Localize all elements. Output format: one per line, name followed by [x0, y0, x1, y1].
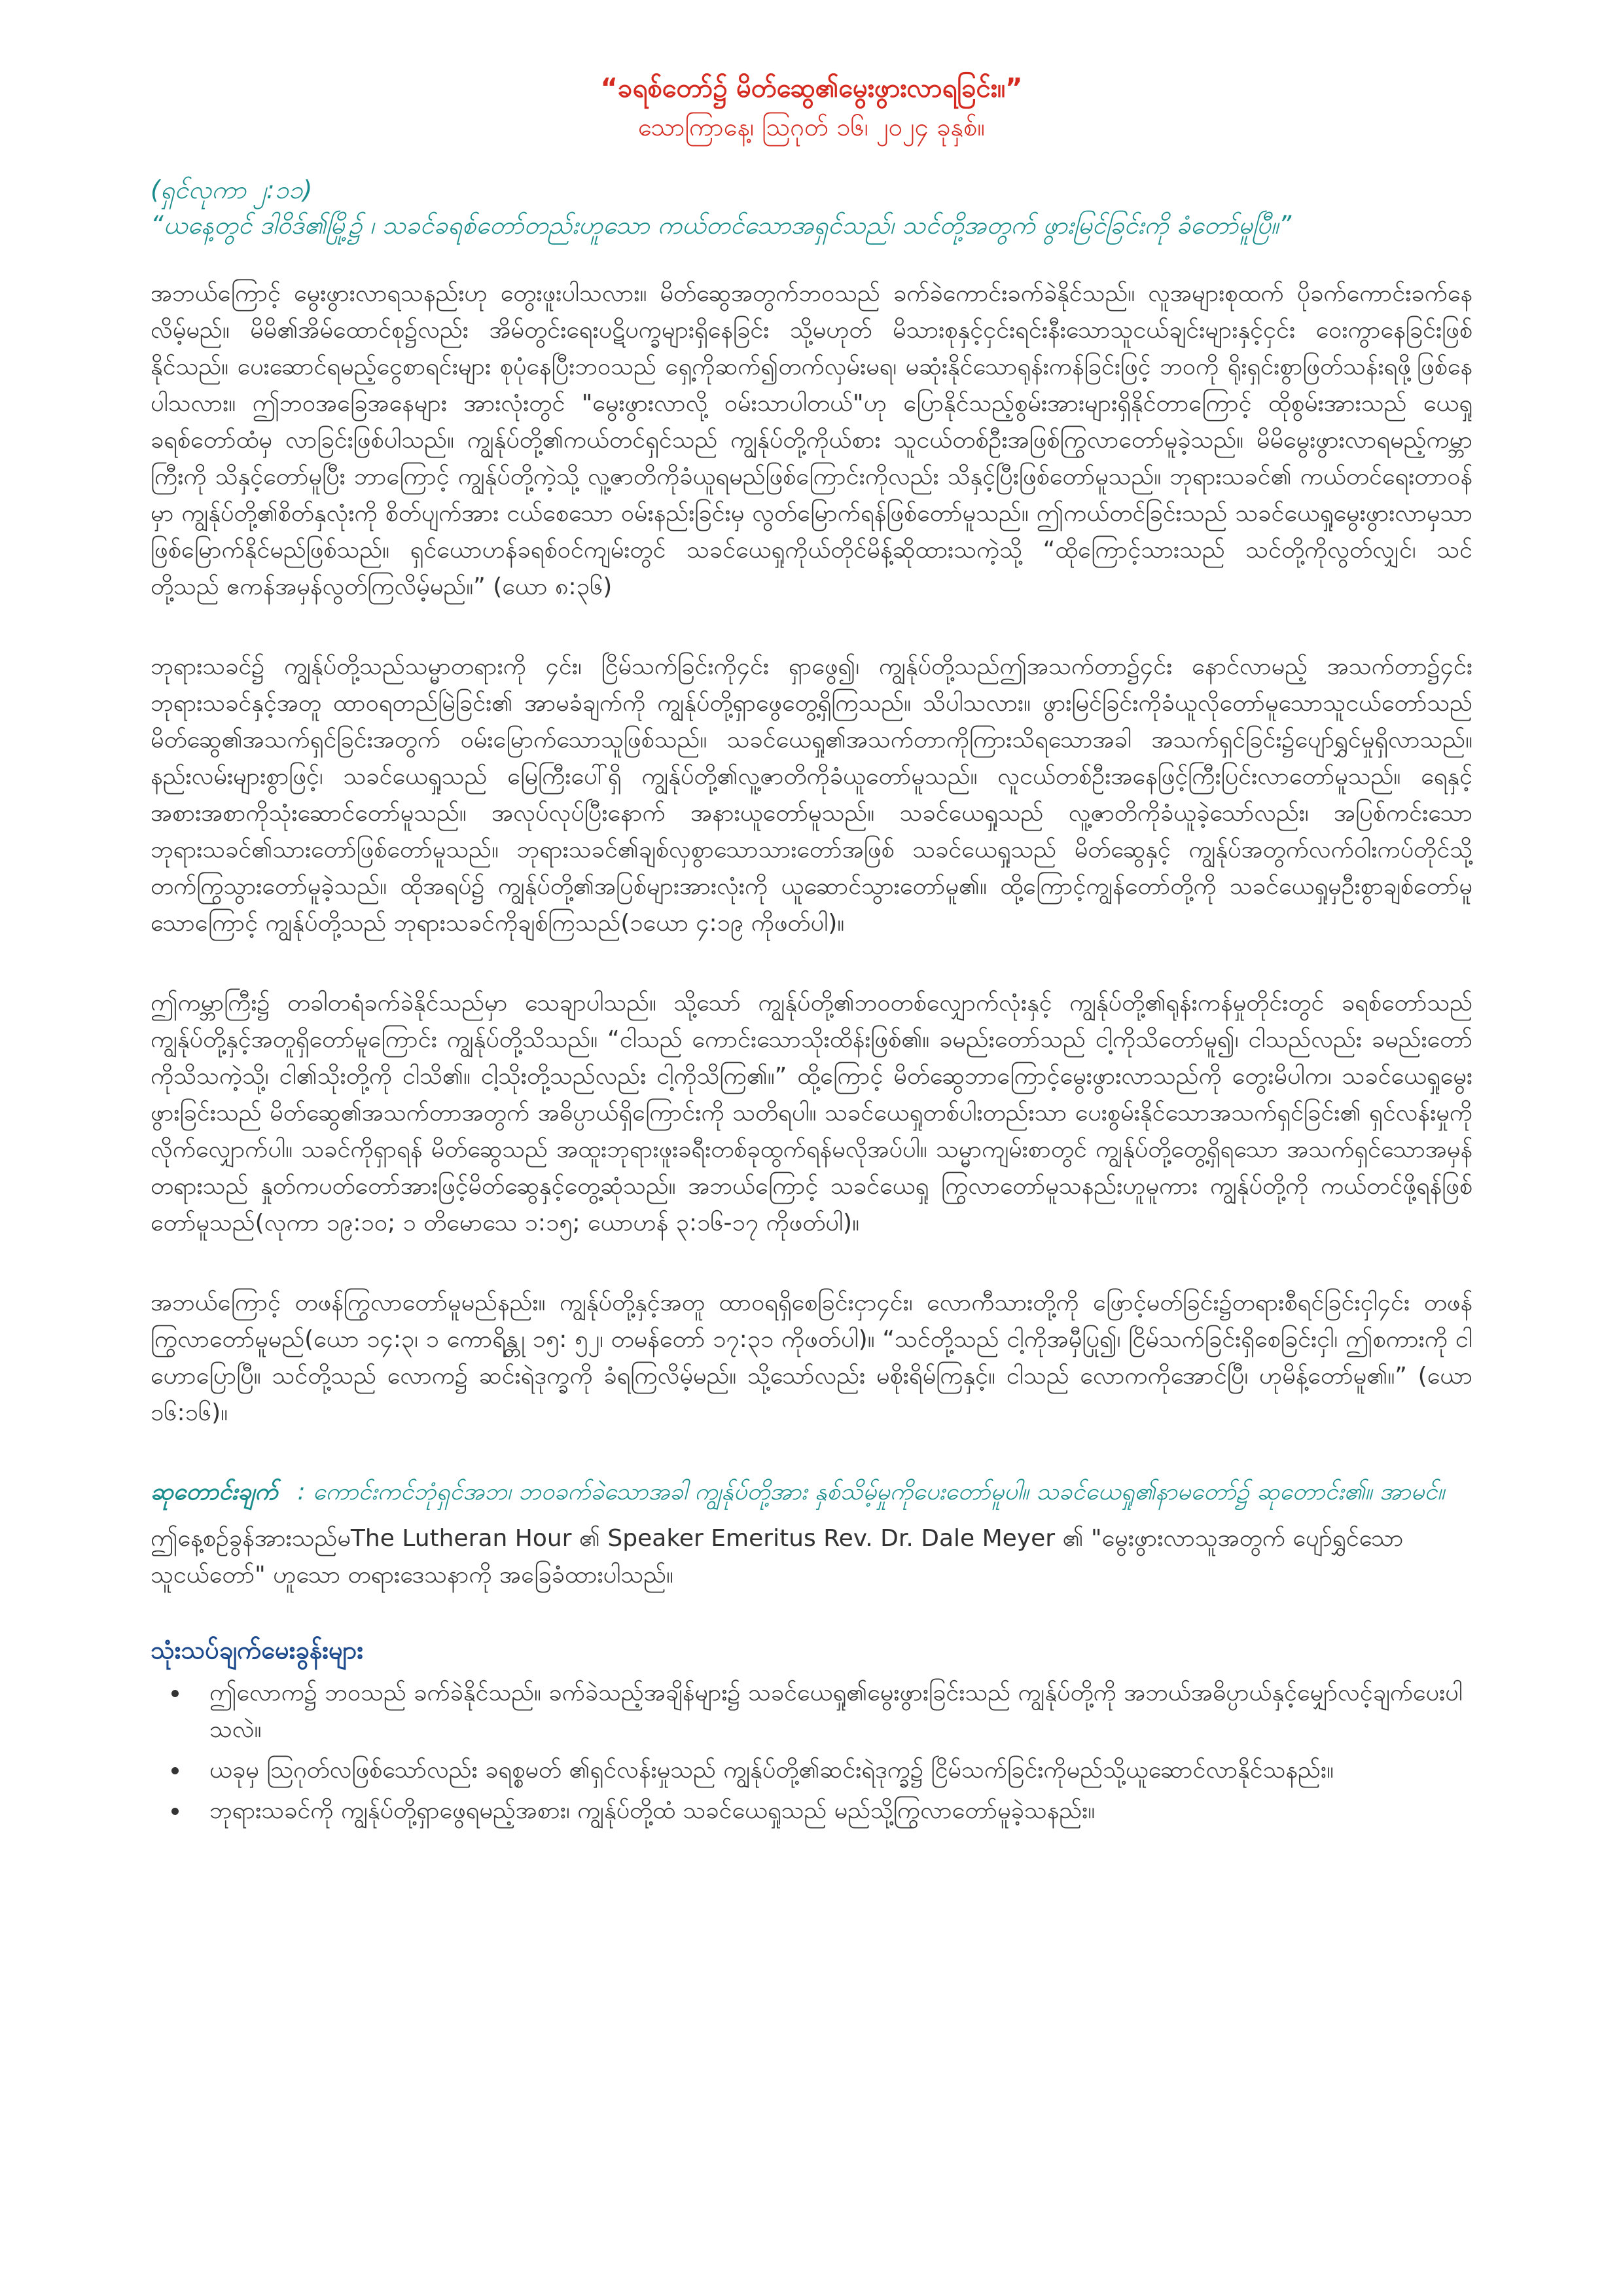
page-title: “ခရစ်တော်၌ မိတ်ဆွေ၏မွေးဖွားလာရခြင်း။”: [600, 73, 1023, 103]
questions-list: [151, 1675, 1472, 1829]
body-paragraph-1: အဘယ်ကြောင့် မွေးဖွားလာရသနည်းဟု တွေးဖူးပါသလား။ မိတ်ဆွေအတွက်ဘဝသည် ခက်ခဲကောင်းခက်ခဲနိုင်သည်။ လူအများစုထက် ပိုခက်ကောင်းခက်နေလိမ့်မည်။ မိမိ၏အိမ်ထောင်စု၌လည်း အိမ်တွင်းရေးပဋိပက္ခများရှိနေခြင်း သို့မဟုတ် မိသားစုနှင့်ငှင်းရင်းနီးသောသူငယ်ချင်းများနှင့်ငှင်း ဝေးကွာနေခြင်းဖြစ်နိုင်သည်။ ပေးဆောင်ရမည့်ငွေစာရင်းများ စုပုံနေပြီးဘဝသည် ရှေ့ကိုဆက်၍တက်လှမ်းမရ၊ မဆုံးနိုင်သောရုန်းကန်ခြင်းဖြင့် ဘဝကို ရိုးရှင်းစွာဖြတ်သန်းရဖို့ဖြစ်နေပါသလား။ ဤဘဝအခြေအနေများ အားလုံးတွင် "မွေးဖွားလာလို့ ဝမ်းသာပါတယ်"ဟု ပြောနိုင်သည့်စွမ်းအားများရှိနိုင်တာကြောင့် ထိုစွမ်းအားသည် ယေရှုခရစ်တော်ထံမှ လာခြင်းဖြစ်ပါသည်။ ကျွန်ုပ်တို့၏ကယ်တင်ရှင်သည် ကျွန်ုပ်တို့ကိုယ်စား သူငယ်တစ်ဦးအဖြစ်ကြွလာတော်မူခဲ့သည်။ မိမိမွေးဖွားလာရမည့်ကမ္ဘာကြီးကို သိနှင့်တော်မူပြီး ဘာကြောင့် ကျွန်ုပ်တို့ကဲ့သို့ လူ့ဇာတိကိုခံယူရမည်ဖြစ်ကြောင်းကိုလည်း သိနှင့်ပြီးဖြစ်တော်မူသည်။ ဘုရားသခင်၏ ကယ်တင်ရေးတာဝန်မှာ ကျွန်ုပ်တို့၏စိတ်နှလုံးကို စိတ်ပျက်အား ငယ်စေသော ဝမ်းနည်းခြင်းမှ လွတ်မြောက်ရန်ဖြစ်တော်မူသည်။ ဤကယ်တင်ခြင်းသည် သခင်ယေရှုမွေးဖွားလာမှသာ ဖြစ်မြောက်နိုင်မည်ဖြစ်သည်။ ရှင်ယောဟန်ခရစ်ဝင်ကျမ်းတွင် သခင်ယေရှုကိုယ်တိုင်မိန့်ဆိုထားသကဲ့သို့ “ထိုကြောင့်သားသည် သင်တို့ကိုလွတ်လျှင်၊ သင်တို့သည် ဧကန်အမှန်လွတ်ကြလိမ့်မည်။” (ယော ၈:၃၆): [151, 280, 1472, 600]
question-item: • ယခုမှ ဩဂုတ်လဖြစ်သော်လည်း ခရစ္စမတ် ၏ရှင်လန်းမှုသည် ကျွန်ုပ်တို့၏ဆင်းရဲဒုက္ခ၌ ငြိမ်သက်ခြင်းကိုမည်သို့ယူဆောင်လာနိုင်သနည်း။: [190, 1752, 1472, 1789]
prayer-label: ဆုတောင်းချက်: [151, 1479, 278, 1505]
body-paragraph-2: ဘုရားသခင်၌ ကျွန်ုပ်တို့သည်သမ္မာတရားကို ၄င်း၊ ငြိမ်သက်ခြင်းကို၄င်း ရှာဖွေ၍၊ ကျွန်ုပ်တို့သည်ဤအသက်တာ၌၄င်း နောင်လာမည့် အသက်တာ၌၄င်း ဘုရားသခင်နှင့်အတူ ထာဝရတည်မြဲခြင်း၏ အာမခံချက်ကို ကျွန်ုပ်တို့ရှာဖွေတွေ့ရှိကြသည်။ သိပါသလား။ ဖွားမြင်ခြင်းကိုခံယူလိုတော်မူသောသူငယ်တော်သည် မိတ်ဆွေ၏အသက်ရှင်ခြင်းအတွက် ဝမ်းမြောက်သောသူဖြစ်သည်။ သခင်ယေရှု၏အသက်တာကိုကြားသိရသောအခါ အသက်ရှင်ခြင်း၌ပျော်ရွှင်မှုရှိလာသည်။ နည်းလမ်းများစွာဖြင့်၊ သခင်ယေရှုသည် မြေကြီးပေါ်ရှိ ကျွန်ုပ်တို့၏လူ့ဇာတိကိုခံယူတော်မူသည်။ လူငယ်တစ်ဦးအနေဖြင့်ကြီးပြင်းလာတော်မူသည်။ ရေနှင့်အစားအစာကိုသုံးဆောင်တော်မူသည်။ အလုပ်လုပ်ပြီးနောက် အနားယူတော်မူသည်။ သခင်ယေရှုသည် လူ့ဇာတိကိုခံယူခဲ့သော်လည်း၊ အပြစ်ကင်းသော ဘုရားသခင်၏သားတော်ဖြစ်တော်မူသည်။ ဘုရားသခင်၏ချစ်လှစွာသောသားတော်အဖြစ် သခင်ယေရှုသည် မိတ်ဆွေနှင့် ကျွန်ုပ်အတွက်လက်ဝါးကပ်တိုင်သို့ တက်ကြွသွားတော်မူခဲ့သည်။ ထိုအရပ်၌ ကျွန်ုပ်တို့၏အပြစ်များအားလုံးကို ယူဆောင်သွားတော်မူ၏။ ထို့ကြောင့်ကျွန်တော်တို့ကို သခင်ယေရှုမှဦးစွာချစ်တော်မူသောကြောင့် ကျွန်ုပ်တို့သည် ဘုရားသခင်ကိုချစ်ကြသည်(၁ယော ၄:၁၉ ကိုဖတ်ပါ)။: [151, 653, 1472, 937]
page-date: သောကြာနေ့၊ ဩဂုတ် ၁၆၊ ၂၀၂၄ ခုနှစ်။: [638, 113, 985, 141]
prayer-text: : ကောင်းကင်ဘုံရှင်အဘ၊ ဘဝခက်ခဲသောအခါ ကျွန်ုပ်တို့အား နှစ်သိမ့်မှုကိုပေးတော်မူပါ။ သခင်ယေရှု၏နာမတော်၌ ဆုတောင်း၏။ အာမင်။: [297, 1479, 1445, 1505]
body-paragraph-4: အဘယ်ကြောင့် တဖန်ကြွလာတော်မူမည်နည်း။ ကျွန်ုပ်တို့နှင့်အတူ ထာဝရရှိစေခြင်းငှာ၄င်း၊ လောကီသားတို့ကို ဖြောင့်မတ်ခြင်း၌တရားစီရင်ခြင်းငှါ၄င်း တဖန်ကြွလာတော်မူမည်(ယော ၁၄:၃၊ ၁ ကောရိန္တု ၁၅: ၅၂၊ တမန်တော် ၁၇:၃၁ ကိုဖတ်ပါ)။ “သင်တို့သည် ငါ့ကိုအမှီပြု၍၊ ငြိမ်သက်ခြင်းရှိစေခြင်းငှါ၊ ဤစကားကို ငါဟောပြောပြီ။ သင်တို့သည် လောက၌ ဆင်းရဲဒုက္ခကို ခံရကြလိမ့်မည်။ သို့သော်လည်း မစိုးရိမ်ကြနှင့်။ ငါသည် လောကကိုအောင်ပြီ၊ ဟုမိန့်တော်မူ၏။” (ယော ၁၆:၁၆)။: [151, 1289, 1472, 1426]
devotional-page: [151, 69, 1472, 1833]
verse-reference: (ရှင်လုကာ ၂:၁၁): [151, 175, 313, 204]
source-note: ဤနေ့စဉ်ခွန်အားသည်မThe Lutheran Hour ၏ Speaker Emeritus Rev. Dr. Dale Meyer ၏ "မွေးဖွားလာသူအတွက် ပျော်ရွှင်သောသူငယ်တော်" ဟူသော တရားဒေသနာကို အခြေခံထားပါသည်။: [151, 1525, 1404, 1588]
body-paragraph-3: ဤကမ္ဘာကြီး၌ တခါတရံခက်ခဲနိုင်သည်မှာ သေချာပါသည်။ သို့သော် ကျွန်ုပ်တို့၏ဘဝတစ်လျှောက်လုံးနှင့် ကျွန်ုပ်တို့၏ရုန်းကန်မှုတိုင်းတွင် ခရစ်တော်သည် ကျွန်ုပ်တို့နှင့်အတူရှိတော်မူကြောင်း ကျွန်ုပ်တို့သိသည်။ “ငါသည် ကောင်းသောသိုးထိန်းဖြစ်၏။ ခမည်းတော်သည် ငါ့ကိုသိတော်မူ၍၊ ငါသည်လည်း ခမည်းတော်ကိုသိသကဲ့သို့၊ ငါ၏သိုးတို့ကို ငါသိ၏။ ငါ့သိုးတို့သည်လည်း ငါ့ကိုသိကြ၏။” ထို့ကြောင့် မိတ်ဆွေဘာကြောင့်မွေးဖွားလာသည်ကို တွေးမိပါက၊ သခင်ယေရှုမွေးဖွားခြင်းသည် မိတ်ဆွေ၏အသက်တာအတွက် အဓိပ္ပာယ်ရှိကြောင်းကို သတိရပါ။ သခင်ယေရှုတစ်ပါးတည်းသာ ပေးစွမ်းနိုင်သောအသက်ရှင်ခြင်း၏ ရှင်လန်းမှုကို လိုက်လျှောက်ပါ။ သခင်ကိုရှာရန် မိတ်ဆွေသည် အထူးဘုရားဖူးခရီးတစ်ခုထွက်ရန်မလိုအပ်ပါ။ သမ္မာကျမ်းစာတွင် ကျွန်ုပ်တို့တွေ့ရှိရသော အသက်ရှင်သောအမှန်တရားသည် နှုတ်ကပတ်တော်အားဖြင့်မိတ်ဆွေနှင့်တွေ့ဆုံသည်။ အဘယ်ကြောင့် သခင်ယေရှု ကြွလာတော်မူသနည်းဟူမူကား ကျွန်ုပ်တို့ကို ကယ်တင်ဖို့ရန်ဖြစ်တော်မူသည်(လုကာ ၁၉:၁၀; ၁ တိမောသေ ၁:၁၅; ယောဟန် ၃:၁၆-၁၇ ကိုဖတ်ပါ)။: [151, 990, 1472, 1236]
question-item: • ဘုရားသခင်ကို ကျွန်ုပ်တို့ရှာဖွေရမည့်အစား၊ ကျွန်ုပ်တို့ထံ သခင်ယေရှုသည် မည်သို့ကြွလာတော်မူခဲ့သနည်း။: [190, 1793, 1472, 1829]
questions-heading: သုံးသပ်ချက်မေးခွန်းများ: [151, 1636, 364, 1664]
question-item: • ဤလောက၌ ဘဝသည် ခက်ခဲနိုင်သည်။ ခက်ခဲသည့်အချိန်များ၌ သခင်ယေရှု၏မွေးဖွားခြင်းသည် ကျွန်ုပ်တို့ကို အဘယ်အဓိပ္ပာယ်နှင့်မျှော်လင့်ချက်ပေးပါသလဲ။: [190, 1675, 1472, 1748]
verse-text: “ယနေ့တွင် ဒါဝိဒ်၏မြို့၌ ၊ သခင်ခရစ်တော်တည်းဟူသော ကယ်တင်သောအရှင်သည်၊ သင်တို့အတွက် ဖွားမြင်ခြင်းကို ခံတော်မူပြီ။”: [151, 211, 1292, 240]
prayer-block: [151, 1475, 1472, 1510]
